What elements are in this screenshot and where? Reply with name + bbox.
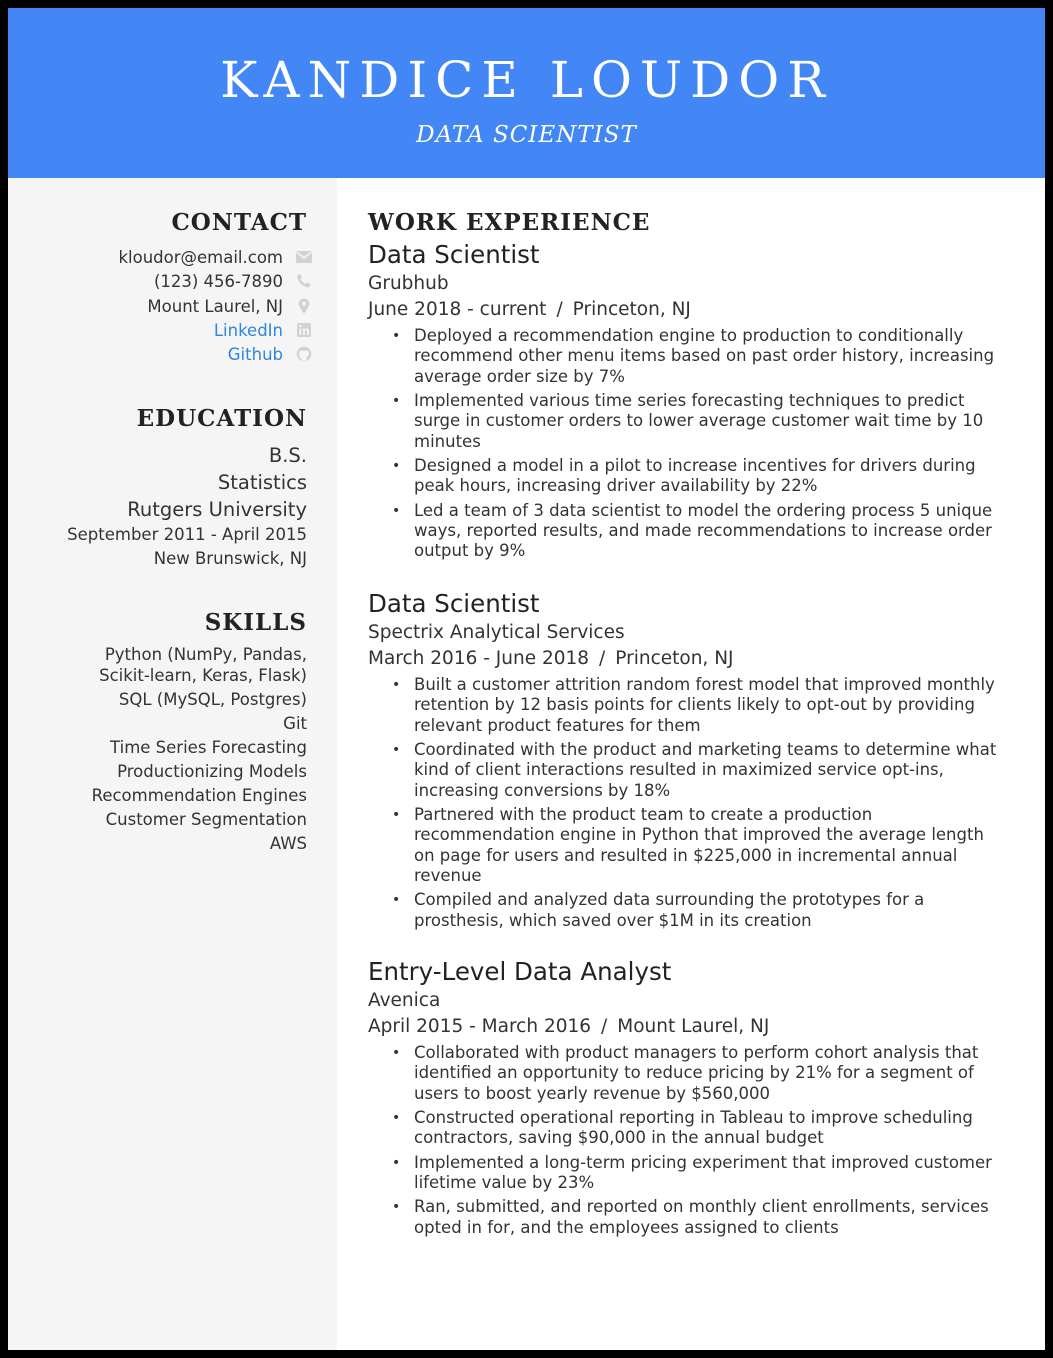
job-company: Grubhub	[368, 273, 449, 294]
job-bullets	[368, 326, 1008, 562]
github-icon	[295, 346, 313, 362]
job-location: Mount Laurel, NJ	[617, 1016, 770, 1037]
job-bullet: • Built a customer attrition random forest model that improved monthly retention by 12 basis points for clients likely to opt-out by providing relevant product features for them	[368, 675, 1008, 736]
education-list	[67, 442, 307, 572]
envelope-icon	[295, 249, 313, 265]
meta-separator: /	[556, 299, 563, 320]
job-bullet: • Compiled and analyzed data surrounding the prototypes for a prosthesis, which saved over $1M in its creation	[368, 890, 1008, 931]
job-title: Data Scientist	[368, 240, 540, 269]
job-location: Princeton, NJ	[615, 648, 734, 669]
candidate-name: KANDICE LOUDOR	[220, 51, 833, 109]
job-bullet: • Partnered with the product team to create a production recommendation engine in Python that improved the average length on page for users and resulted in $225,000 in incremental annual revenue	[368, 805, 1008, 887]
skill-item: Recommendation Engines	[91, 785, 307, 805]
job-company: Avenica	[368, 990, 441, 1011]
linkedin-link[interactable]: LinkedIn	[213, 320, 283, 340]
job-bullets	[368, 1043, 1008, 1238]
job-company: Spectrix Analytical Services	[368, 622, 625, 643]
skill-item: Customer Segmentation	[105, 810, 307, 830]
contact-email	[118, 246, 313, 270]
job-title: Data Scientist	[368, 589, 540, 618]
job-entry	[368, 240, 1008, 566]
contact-location-text: Mount Laurel, NJ	[147, 296, 283, 316]
candidate-title: DATA SCIENTIST	[416, 122, 637, 148]
location-pin-icon	[295, 298, 313, 314]
job-title: Entry-Level Data Analyst	[368, 957, 672, 986]
job-bullet: • Designed a model in a pilot to increase incentives for drivers during peak hours, increasing driver availability by 22%	[368, 456, 1008, 497]
education-field: Statistics	[217, 471, 307, 494]
job-meta	[368, 646, 1008, 672]
job-location: Princeton, NJ	[572, 299, 691, 320]
skill-item: Productionizing Models	[117, 761, 307, 781]
skill-item: Python (NumPy, Pandas, Scikit-learn, Keras, Flask)	[99, 645, 307, 685]
skill-item: SQL (MySQL, Postgres)	[118, 689, 307, 709]
job-dates: March 2016 - June 2018	[368, 648, 590, 669]
contact-location	[118, 295, 313, 319]
job-bullet: • Collaborated with product managers to perform cohort analysis that identified an opportunity to reduce pricing by 21% for a segment of users to boost yearly revenue by $560,000	[368, 1043, 1008, 1104]
job-entry	[368, 957, 1008, 1242]
skill-item: Time Series Forecasting	[110, 737, 307, 757]
contact-phone	[118, 270, 313, 294]
skills-list	[47, 645, 307, 858]
skill-item: Git	[283, 713, 307, 733]
job-bullet: • Ran, submitted, and reported on monthly client enrollments, services opted in for, and the employees assigned to clients	[368, 1197, 1008, 1238]
meta-separator: /	[599, 648, 606, 669]
phone-icon	[295, 273, 313, 289]
resume-page	[8, 8, 1045, 1350]
contact-phone-text: (123) 456-7890	[153, 272, 283, 292]
contact-heading: CONTACT	[171, 209, 307, 236]
main-content	[337, 178, 1045, 1350]
education-degree: B.S.	[268, 444, 307, 467]
work-experience-heading: WORK EXPERIENCE	[368, 209, 651, 236]
education-dates: September 2011 - April 2015	[67, 525, 307, 544]
job-dates: June 2018 - current	[368, 299, 547, 320]
job-bullet: • Deployed a recommendation engine to production to conditionally recommend other menu items based on past order history, increasing average order size by 7%	[368, 326, 1008, 387]
job-meta	[368, 297, 1008, 323]
job-bullet: • Implemented a long-term pricing experiment that improved customer lifetime value by 23%	[368, 1153, 1008, 1194]
skill-item: AWS	[269, 834, 307, 854]
education-school: Rutgers University	[127, 498, 307, 521]
github-link[interactable]: Github	[227, 345, 283, 365]
skills-heading: SKILLS	[204, 609, 307, 636]
education-location: New Brunswick, NJ	[153, 549, 307, 569]
sidebar	[8, 178, 337, 1350]
contact-list	[118, 246, 313, 367]
resume-header	[8, 8, 1045, 178]
job-bullets	[368, 675, 1008, 931]
meta-separator: /	[601, 1016, 608, 1037]
contact-github[interactable]	[118, 343, 313, 367]
job-bullet: • Constructed operational reporting in Tableau to improve scheduling contractors, saving $90,000 in the annual budget	[368, 1108, 1008, 1149]
job-bullet: • Led a team of 3 data scientist to model the ordering process 5 unique ways, reported results, and made recommendations to increase order output by 9%	[368, 501, 1008, 562]
linkedin-icon	[295, 322, 313, 338]
job-bullet: • Implemented various time series forecasting techniques to predict surge in customer orders to lower average customer wait time by 10 minutes	[368, 391, 1008, 452]
education-heading: EDUCATION	[136, 405, 307, 432]
job-bullet: • Coordinated with the product and marketing teams to determine what kind of client interactions resulted in maximized service opt-ins, increasing conversions by 18%	[368, 740, 1008, 801]
contact-email-text: kloudor@email.com	[118, 248, 283, 267]
contact-linkedin[interactable]	[118, 319, 313, 343]
job-entry	[368, 589, 1008, 935]
job-dates: April 2015 - March 2016	[368, 1016, 592, 1037]
job-meta	[368, 1014, 1008, 1040]
